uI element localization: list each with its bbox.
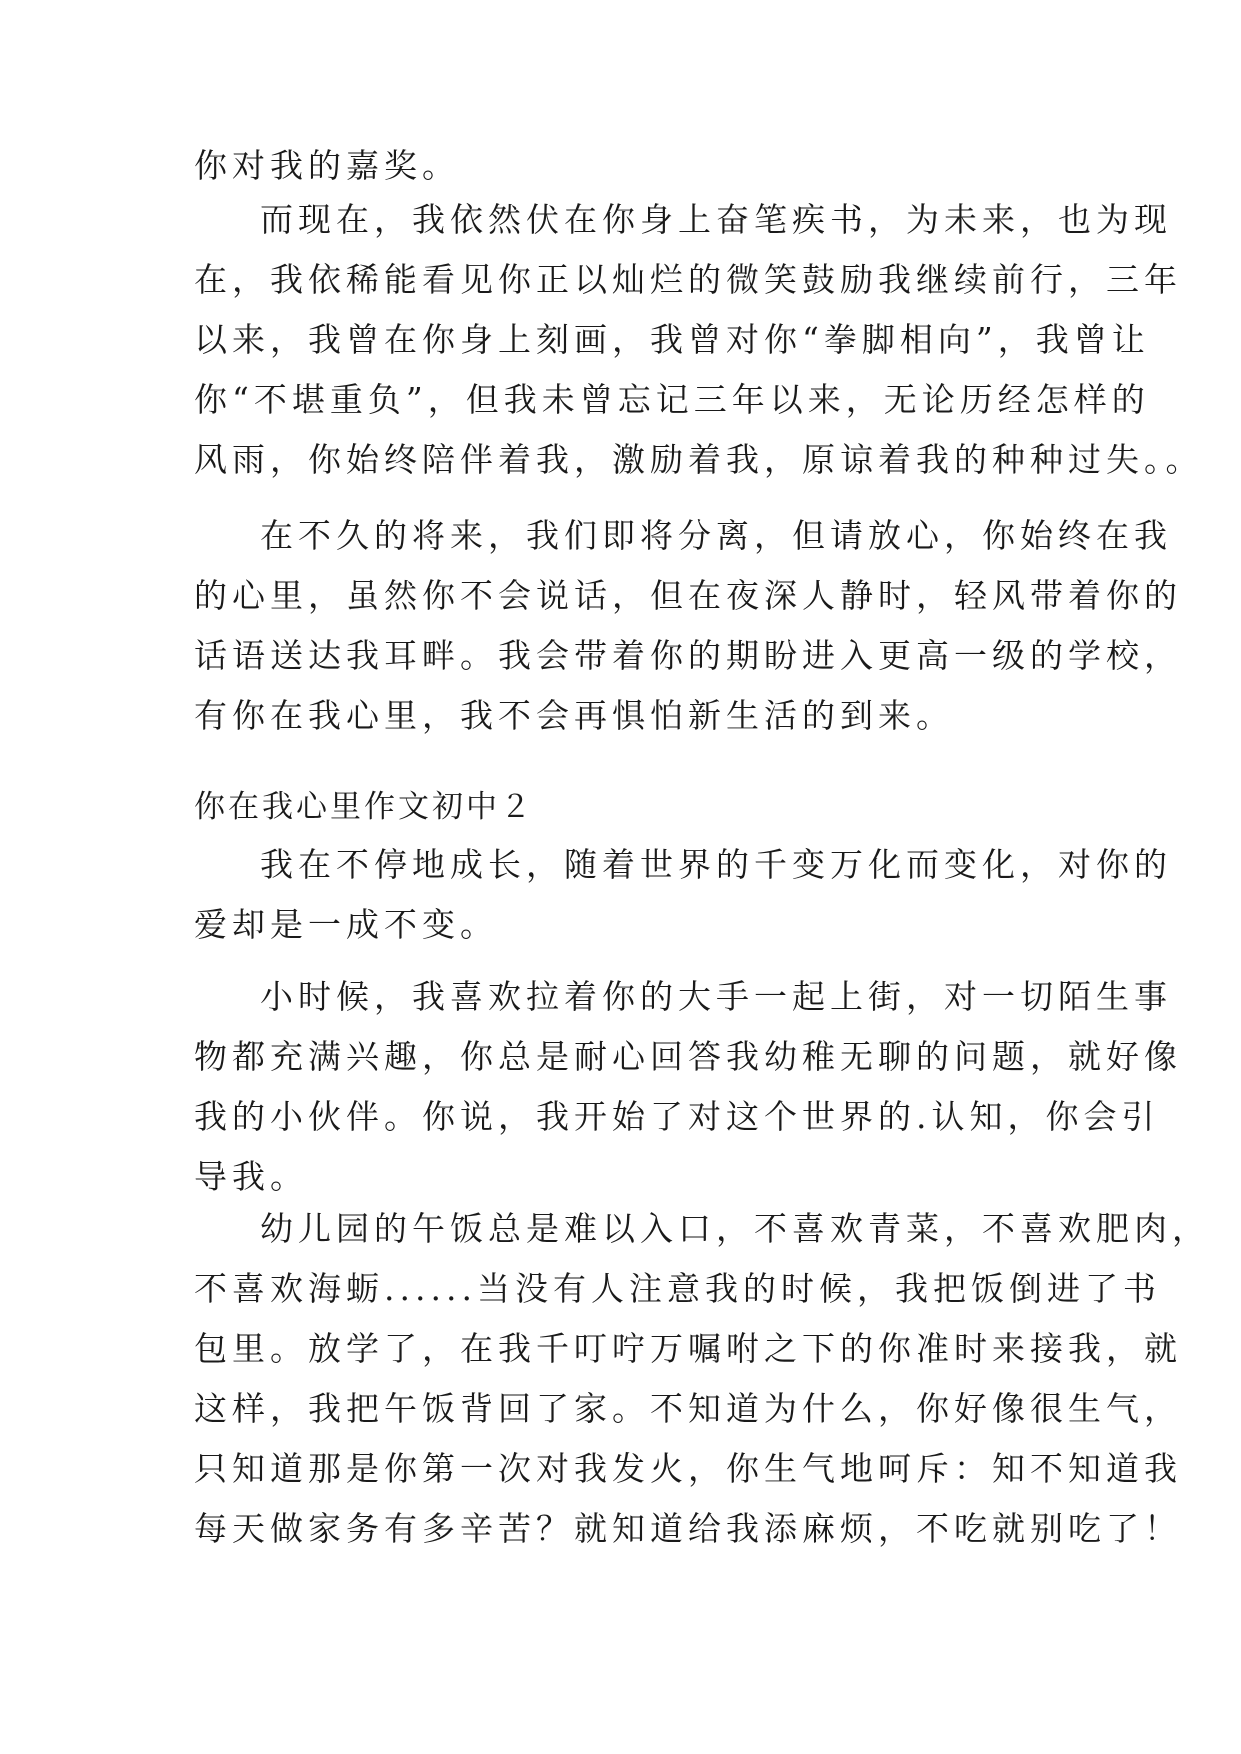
- text-line: 小时候，我喜欢拉着你的大手一起上街，对一切陌生事: [260, 977, 1172, 1016]
- text-line: 导我。: [194, 1157, 308, 1196]
- text-line: 话语送达我耳畔。我会带着你的期盼进入更高一级的学校，: [194, 636, 1182, 675]
- text-line: 的心里，虽然你不会说话，但在夜深人静时，轻风带着你的: [194, 576, 1182, 615]
- text-line: 有你在我心里，我不会再惧怕新生活的到来。: [194, 696, 954, 735]
- paragraph: [194, 190, 1204, 490]
- text-line: 风雨，你始终陪伴着我，激励着我，原谅着我的种种过失。。: [194, 440, 1204, 479]
- text-line: 而现在，我依然伏在你身上奋笔疾书，为未来，也为现: [260, 200, 1172, 239]
- text-line: 这样，我把午饭背回了家。不知道为什么，你好像很生气，: [194, 1389, 1182, 1428]
- section-2-heading: [194, 777, 1074, 837]
- text-line: 以来，我曾在你身上刻画，我曾对你“拳脚相向”，我曾让: [194, 320, 1150, 359]
- text-line: 爱却是一成不变。: [194, 905, 498, 944]
- text-line: 你对我的嘉奖。: [194, 146, 460, 185]
- text-line: 每天做家务有多辛苦？就知道给我添麻烦，不吃就别吃了！: [194, 1509, 1182, 1548]
- text-line: 你“不堪重负”，但我未曾忘记三年以来，无论历经怎样的: [194, 380, 1150, 419]
- text-line: 我在不停地成长，随着世界的千变万化而变化，对你的: [260, 845, 1172, 884]
- text-line: 包里。放学了，在我千叮咛万嘱咐之下的你准时来接我，就: [194, 1329, 1182, 1368]
- paragraph: [194, 967, 1182, 1207]
- text-line: 不喜欢海蛎......当没有人注意我的时候，我把饭倒进了书: [194, 1269, 1161, 1308]
- text-line: 在，我依稀能看见你正以灿烂的微笑鼓励我继续前行，三年: [194, 260, 1182, 299]
- section-title: 你在我心里作文初中２: [194, 789, 534, 825]
- paragraph: [194, 1199, 1210, 1559]
- text-line: 物都充满兴趣，你总是耐心回答我幼稚无聊的问题，就好像: [194, 1037, 1182, 1076]
- text-line: 只知道那是你第一次对我发火，你生气地呵斥：知不知道我: [194, 1449, 1182, 1488]
- text-line: 我的小伙伴。你说，我开始了对这个世界的.认知，你会引: [194, 1097, 1160, 1136]
- section-1: [194, 136, 1074, 196]
- paragraph: [194, 506, 1182, 746]
- text-line: 在不久的将来，我们即将分离，但请放心，你始终在我: [260, 516, 1172, 555]
- text-line: 幼儿园的午饭总是难以入口，不喜欢青菜，不喜欢肥肉，: [260, 1209, 1210, 1248]
- paragraph: [194, 835, 1172, 955]
